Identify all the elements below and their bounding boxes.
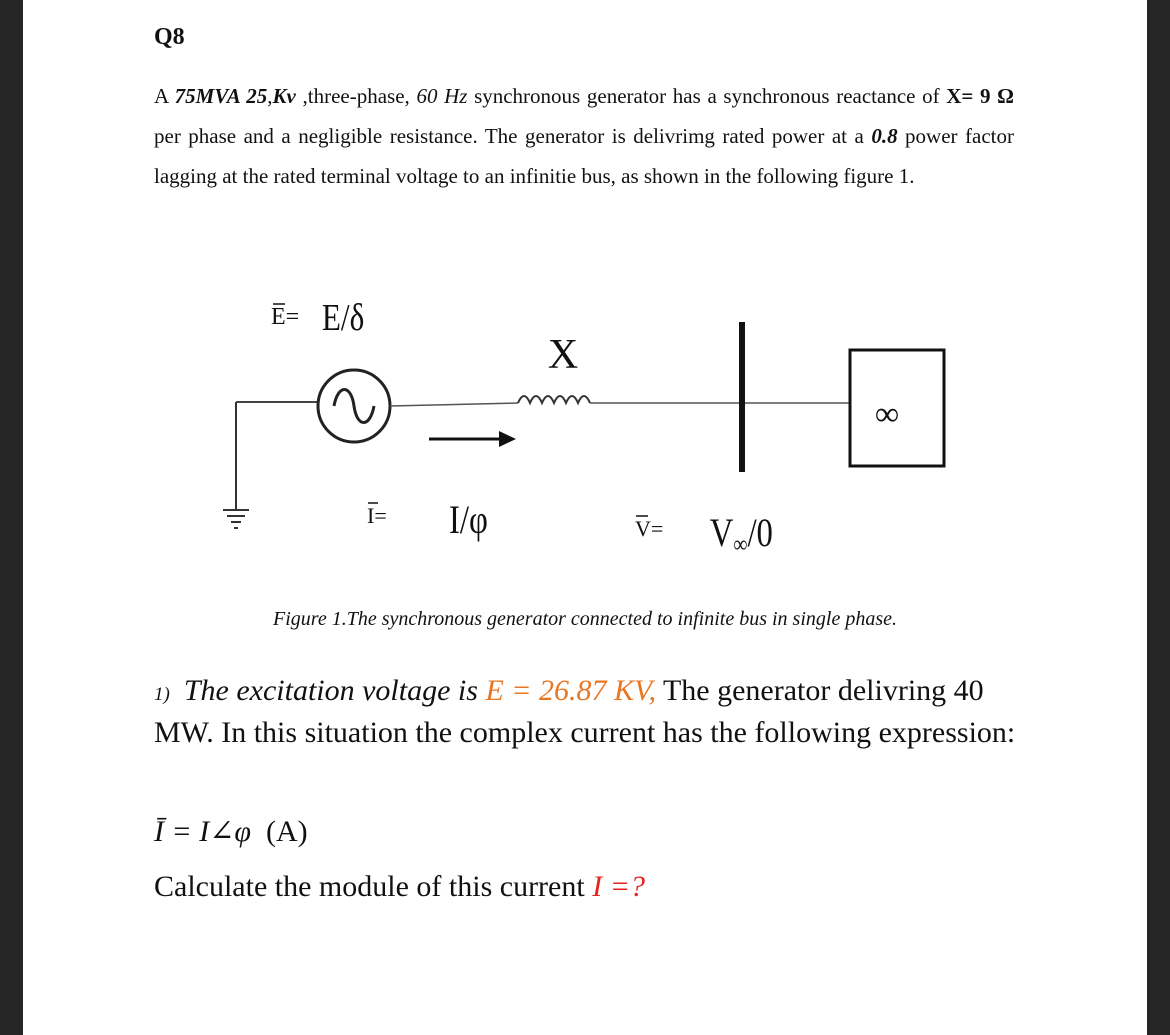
sub-question-lead: The excitation voltage is	[183, 674, 486, 707]
v-phasor-label: V=	[635, 516, 664, 541]
e-phasor-label: E=	[271, 304, 300, 330]
i-phasor-value: I/φ	[449, 496, 488, 542]
formula-expression: Ī = I∠φ	[154, 815, 251, 848]
sub-question	[154, 672, 1034, 752]
problem-text: A	[154, 84, 175, 108]
formula-unit: (A)	[265, 815, 308, 848]
document-page	[23, 0, 1147, 1035]
prompt-text: Calculate the module of this current	[154, 870, 593, 903]
wire	[390, 403, 518, 406]
calculation-prompt	[154, 870, 645, 904]
prompt-target: I =?	[592, 870, 645, 903]
inductor-icon	[518, 396, 590, 403]
figure-caption: Figure 1.The synchronous generator connected to infinite bus in single phase.	[273, 608, 897, 630]
current-formula	[154, 814, 308, 849]
i-phasor-label: I=	[367, 503, 387, 528]
kv-value: Kv	[272, 84, 296, 108]
power-factor-value: 0.8	[871, 124, 898, 148]
circuit-diagram	[203, 280, 900, 580]
rating-value: 75MVA 25	[174, 84, 268, 108]
ground-icon	[223, 402, 249, 528]
reactance-label: X	[547, 332, 579, 378]
question-label: Q8	[154, 24, 185, 50]
current-arrow-icon	[429, 431, 516, 447]
sub-question-text: The generator delivring 40 MW. In this situation the complex current has the following expression:	[154, 674, 1016, 749]
reactance-value: X= 9 Ω	[946, 84, 1014, 108]
generator-icon	[318, 370, 390, 442]
problem-text: power factor lagging at the rated terminal voltage to an infinitie bus, as shown in the following figure 1.	[154, 124, 1014, 188]
v-phasor-value	[710, 510, 773, 558]
infinity-symbol: ∞	[874, 396, 900, 433]
excitation-voltage-value: E = 26.87 KV,	[485, 674, 656, 707]
problem-statement	[154, 76, 1014, 196]
v-angle: /0	[747, 509, 773, 555]
problem-text: ,	[267, 84, 273, 108]
sub-question-number: 1)	[154, 684, 170, 705]
problem-text: per phase and a negligible resistance. The generator is delivrimg rated power at a	[154, 124, 872, 148]
e-phasor-value: E/δ	[321, 296, 365, 339]
problem-text: ,three-phase,	[295, 84, 417, 108]
frequency-value: 60 Hz	[416, 84, 468, 108]
problem-text: synchronous generator has a synchronous reactance of	[467, 84, 947, 108]
v-subscript: ∞	[733, 530, 748, 558]
v-main: V	[709, 509, 734, 555]
